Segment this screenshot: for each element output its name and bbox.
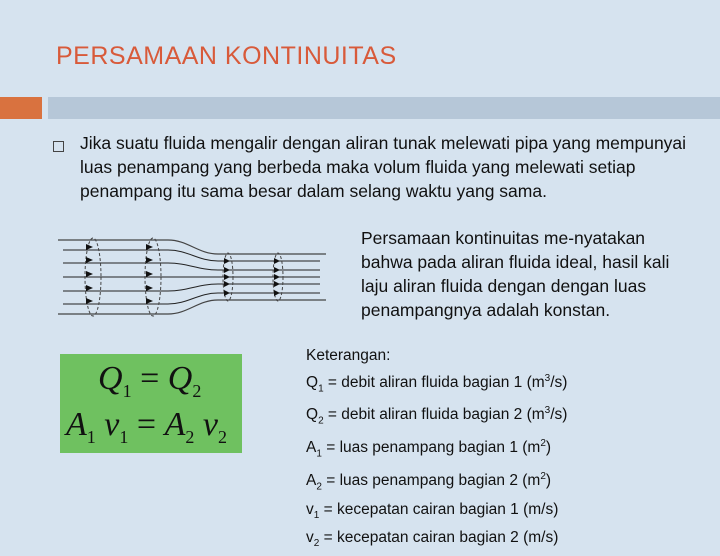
equation-line-flow: $Q_1 = Q_2$ xyxy=(98,360,202,401)
legend-list xyxy=(306,345,567,556)
legend-item: $A_2$ = luas penampang bagian 2 $(m^2)$ xyxy=(306,470,552,492)
legend-item: $v_2$ = kecepatan cairan bagian 2 (m/s) xyxy=(306,529,559,550)
legend-item: $Q_2$ = debit aliran fluida bagian 2 $(m^3/s)$ xyxy=(306,405,568,427)
equation-box xyxy=(60,354,242,453)
accent-bar xyxy=(0,97,42,119)
legend-item: $Q_1$ = debit aliran fluida bagian 1 $(m^3/s)$ xyxy=(306,372,568,394)
pipe-flow-diagram xyxy=(58,232,328,322)
divider-bar xyxy=(48,97,720,119)
legend-item: $v_1$ = kecepatan cairan bagian 1 (m/s) xyxy=(306,500,559,521)
continuity-statement: Persamaan kontinuitas me-nyatakan bahwa pada aliran fluida ideal, hasil kali laju aliran fluida dengan dengan luas penampangnya adalah konstan. xyxy=(361,228,670,320)
equation-line-area-velocity: $A_1$ $v_1 = A_2$ $v_2$ xyxy=(66,406,227,447)
square-bullet-icon xyxy=(53,141,64,152)
slide-title: PERSAMAAN KONTINUITAS xyxy=(56,42,397,70)
legend-heading: Keterangan: xyxy=(306,347,391,364)
legend-item: $A_1$ = luas penampang bagian 1 $(m^2)$ xyxy=(306,438,552,460)
intro-paragraph: Jika suatu fluida mengalir dengan aliran tunak melewati pipa yang mempunyai luas penampang yang berbeda maka volum fluida yang melewati setiap penampang itu sama besar dalam selang waktu yang sama. xyxy=(80,133,687,201)
